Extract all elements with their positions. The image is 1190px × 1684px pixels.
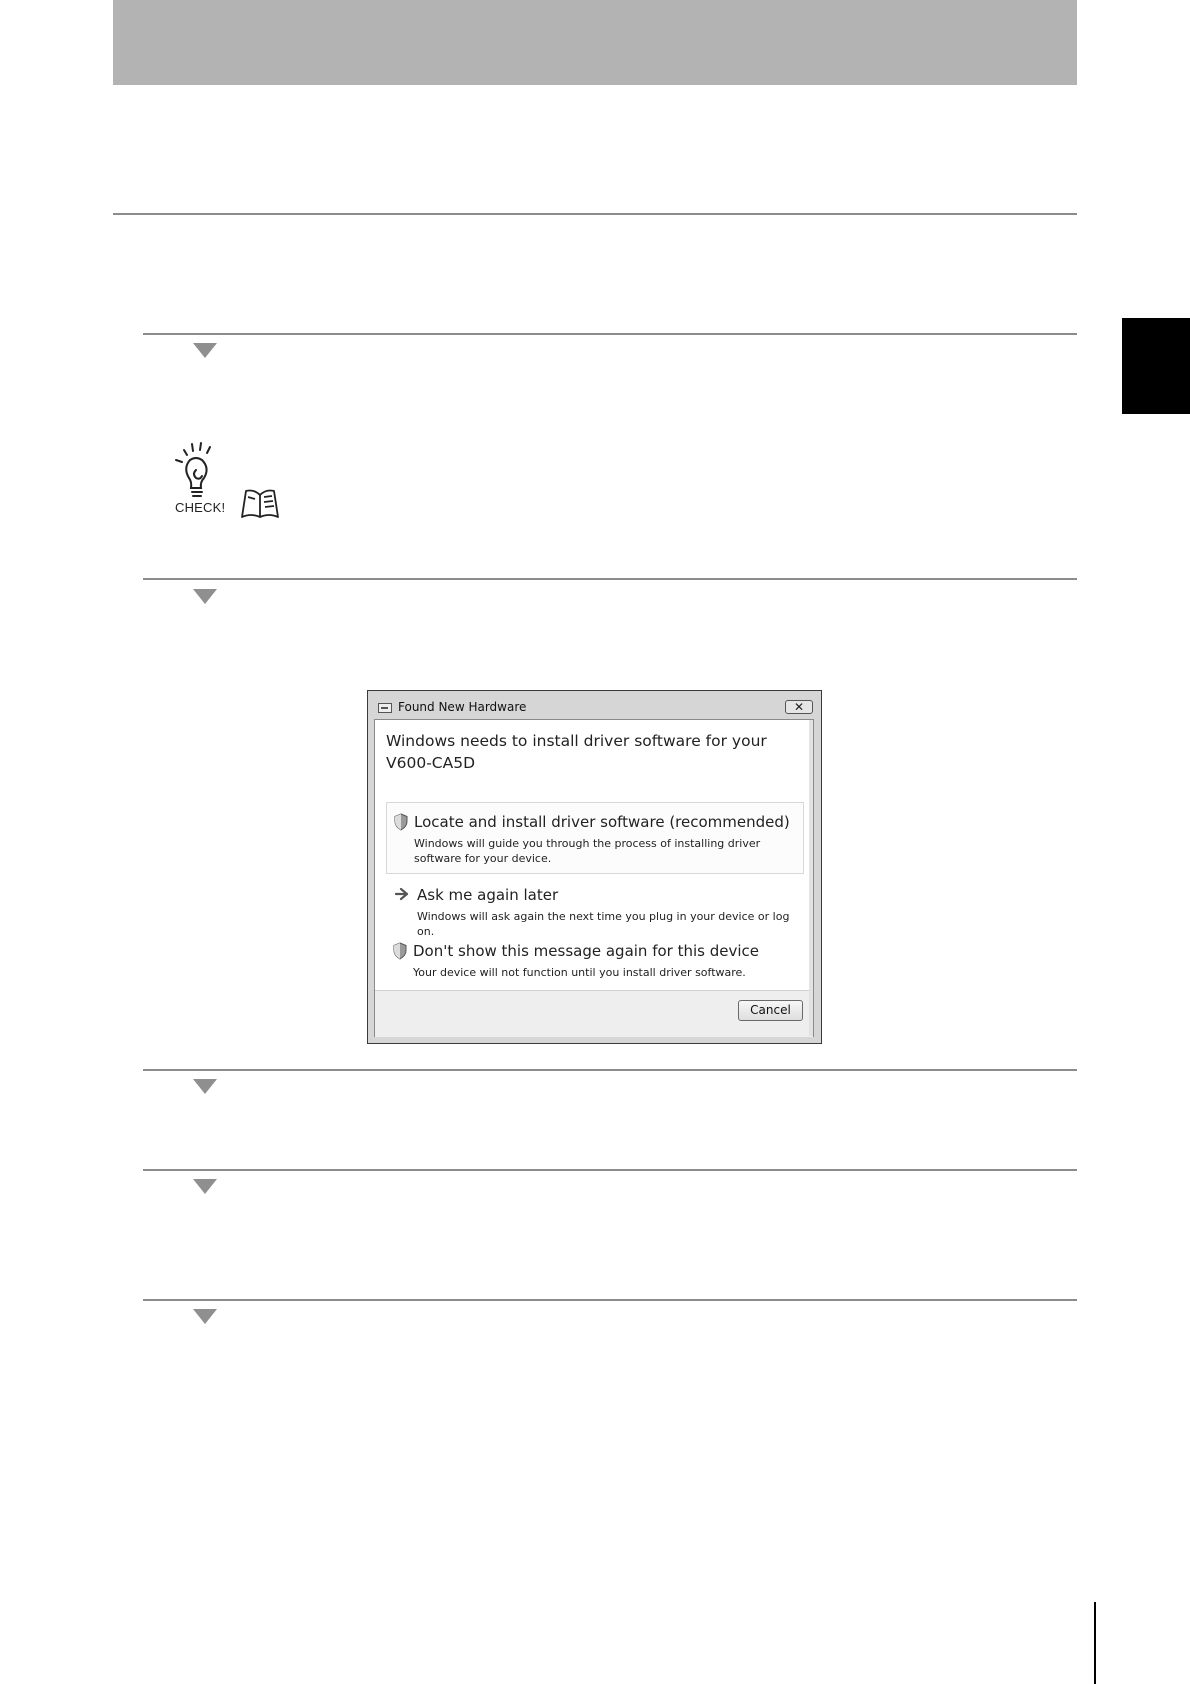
step-divider (143, 333, 1077, 335)
step-marker-icon (193, 1079, 217, 1094)
check-label: CHECK! (175, 500, 226, 515)
shield-icon (393, 813, 409, 831)
step-marker-icon (193, 1179, 217, 1194)
step-divider (143, 1069, 1077, 1071)
arrow-right-icon (395, 886, 411, 904)
option-description: Windows will guide you through the process of installing driver software for your device. (414, 837, 761, 865)
option-description: Your device will not function until you install driver software. (413, 966, 746, 979)
dialog-body (374, 719, 814, 1037)
close-button[interactable]: ✕ (785, 700, 813, 714)
option-title: Ask me again later (417, 886, 559, 904)
option-title: Don't show this message again for this device (413, 942, 760, 960)
step-divider (143, 1169, 1077, 1171)
step-divider (143, 578, 1077, 580)
dialog-heading: Windows needs to install driver software for your V600-CA5D (386, 732, 767, 772)
dialog-title: Found New Hardware (398, 700, 527, 714)
scrollbar (809, 720, 813, 1036)
chapter-tab (1122, 318, 1190, 414)
hardware-icon (378, 703, 392, 713)
option-dont-show[interactable] (386, 932, 804, 984)
option-title: Locate and install driver software (recommended) (414, 813, 790, 831)
step-divider (143, 1299, 1077, 1301)
book-reference-icon (238, 485, 282, 521)
found-new-hardware-dialog (367, 690, 822, 1044)
dialog-titlebar (368, 691, 821, 719)
cancel-button[interactable]: Cancel (738, 1000, 803, 1021)
step-marker-icon (193, 343, 217, 358)
shield-icon (392, 942, 408, 960)
page-number-rule (1094, 1602, 1096, 1684)
option-description: Windows will ask again the next time you plug in your device or log on. (417, 910, 790, 938)
option-ask-later[interactable] (386, 876, 804, 938)
dialog-footer (375, 990, 813, 1037)
step-marker-icon (193, 589, 217, 604)
header-band (113, 0, 1077, 85)
option-locate-install[interactable] (386, 802, 804, 874)
section-divider (113, 213, 1077, 215)
step-marker-icon (193, 1309, 217, 1324)
